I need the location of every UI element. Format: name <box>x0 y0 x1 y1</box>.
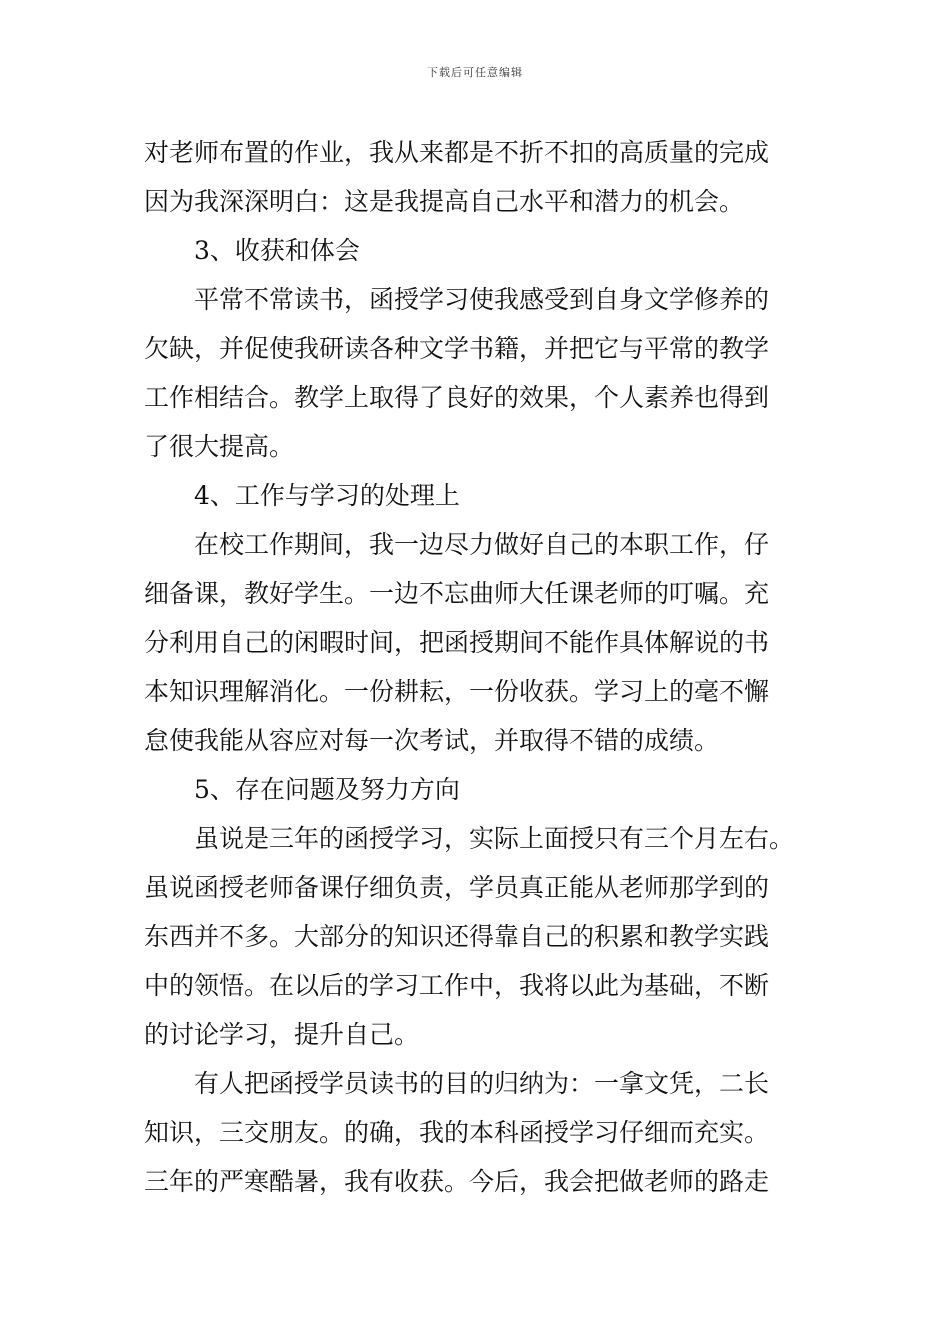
text-line: 怠使我能从容应对每一次考试，并取得不错的成绩。 <box>144 726 720 755</box>
text-line: 分利用自己的闲暇时间，把函授期间不能作具体解说的书 <box>144 628 770 657</box>
text-line: 中的领悟。在以后的学习工作中，我将以此为基础，不断 <box>144 971 770 1000</box>
text-line: 5、存在问题及努力方向 <box>194 775 460 804</box>
text-line: 三年的严寒酷暑，我有收获。今后，我会把做老师的路走 <box>144 1167 770 1196</box>
text-line: 因为我深深明白：这是我提高自己水平和潜力的机会。 <box>144 187 745 216</box>
text-line: 对老师布置的作业，我从来都是不折不扣的高质量的完成 <box>144 138 770 167</box>
document-body <box>144 128 816 1206</box>
text-line: 有人把函授学员读书的目的归纳为：一拿文凭，二长 <box>194 1069 770 1098</box>
text-line: 知识，三交朋友。的确，我的本科函授学习仔细而充实。 <box>144 1118 770 1147</box>
text-line: 了很大提高。 <box>144 432 295 461</box>
text-line: 4、工作与学习的处理上 <box>194 481 460 510</box>
text-line: 细备课，教好学生。一边不忘曲师大任课老师的叮嘱。充 <box>144 579 770 608</box>
text-line: 在校工作期间，我一边尽力做好自己的本职工作，仔 <box>194 530 770 559</box>
text-line: 虽说是三年的函授学习，实际上面授只有三个月左右。 <box>194 824 795 853</box>
text-line: 3、收获和体会 <box>194 236 360 265</box>
page-header: 下载后可任意编辑 <box>427 66 523 79</box>
text-line: 东西并不多。大部分的知识还得靠自己的积累和教学实践 <box>144 922 770 951</box>
text-line: 工作相结合。教学上取得了良好的效果，个人素养也得到 <box>144 383 770 412</box>
text-line: 的讨论学习，提升自己。 <box>144 1020 420 1049</box>
text-line: 虽说函授老师备课仔细负责，学员真正能从老师那学到的 <box>144 873 770 902</box>
text-line: 本知识理解消化。一份耕耘，一份收获。学习上的毫不懈 <box>144 677 770 706</box>
text-line: 平常不常读书，函授学习使我感受到自身文学修养的 <box>194 285 770 314</box>
text-line: 欠缺，并促使我研读各种文学书籍，并把它与平常的教学 <box>144 334 770 363</box>
